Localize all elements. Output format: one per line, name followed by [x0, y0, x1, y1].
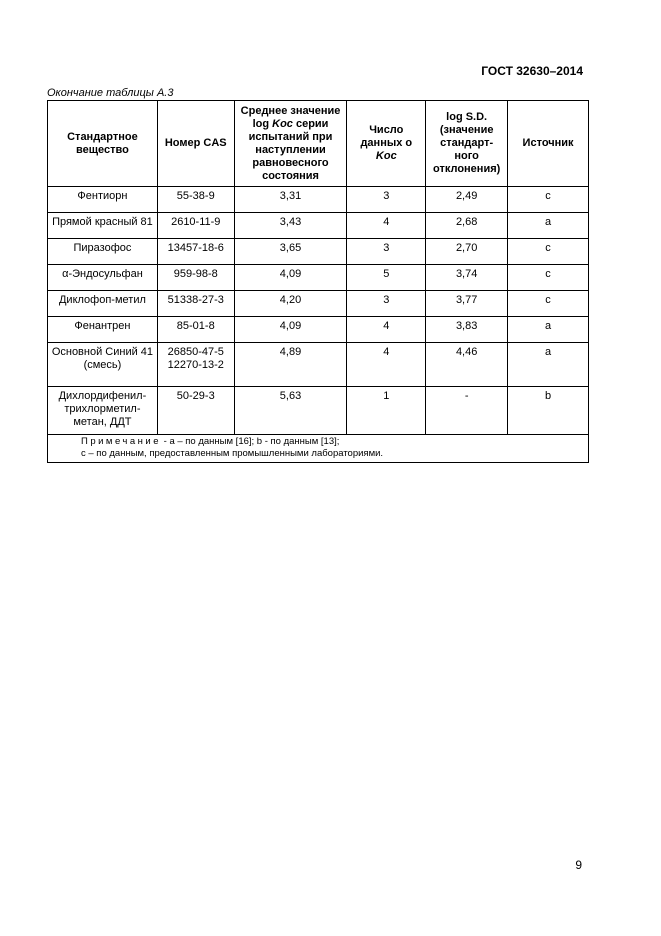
- cell-source: b: [508, 387, 589, 435]
- header-cas: Номер CAS: [157, 101, 234, 187]
- cell-source: c: [508, 187, 589, 213]
- cell-count: 3: [347, 187, 426, 213]
- cell-substance: Основной Синий 41 (смесь): [48, 343, 158, 387]
- cell-source: c: [508, 239, 589, 265]
- cell-count: 4: [347, 343, 426, 387]
- cell-cas-value: 26850-47-5: [167, 346, 224, 358]
- table-row: [48, 265, 589, 291]
- table-row: [48, 291, 589, 317]
- table-note: [48, 435, 589, 463]
- header-substance: Стандартное вещество: [48, 101, 158, 187]
- cell-substance: Прямой красный 81: [48, 213, 158, 239]
- cell-sd: -: [426, 387, 508, 435]
- document-code: ГОСТ 32630–2014: [481, 64, 583, 78]
- header-count-text: Число данных о: [360, 124, 413, 149]
- cell-cas: 2610-11-9: [157, 213, 234, 239]
- table-row: [48, 317, 589, 343]
- cell-mean: 4,09: [234, 317, 347, 343]
- table-note-row: [48, 435, 589, 463]
- header-data-count: [347, 101, 426, 187]
- cell-substance: α-Эндосульфан: [48, 265, 158, 291]
- table-row: [48, 213, 589, 239]
- cell-mean: 3,43: [234, 213, 347, 239]
- page-number: 9: [575, 858, 582, 872]
- data-table: [47, 100, 589, 463]
- cell-cas: 50-29-3: [157, 387, 234, 435]
- cell-count: 1: [347, 387, 426, 435]
- table-header-row: [48, 101, 589, 187]
- header-mean-log-koc: [234, 101, 347, 187]
- header-mean-line1: Среднее значение: [240, 104, 341, 117]
- cell-substance: Пиразофос: [48, 239, 158, 265]
- header-mean-series: серии: [292, 117, 329, 130]
- cell-mean: 4,09: [234, 265, 347, 291]
- cell-source: a: [508, 343, 589, 387]
- header-mean-line3: испытаний при наступлении равновесного состояния: [248, 130, 333, 182]
- cell-source: c: [508, 291, 589, 317]
- cell-mean: 4,20: [234, 291, 347, 317]
- table-row: [48, 387, 589, 435]
- cell-cas: 51338-27-3: [157, 291, 234, 317]
- cell-cas: 55-38-9: [157, 187, 234, 213]
- cell-source: a: [508, 213, 589, 239]
- cell-mean: 3,31: [234, 187, 347, 213]
- header-count-koc: Koc: [375, 150, 397, 162]
- cell-sd: 3,74: [426, 265, 508, 291]
- cell-substance: Фентиорн: [48, 187, 158, 213]
- cell-count: 4: [347, 213, 426, 239]
- cell-sd: 2,70: [426, 239, 508, 265]
- table-caption: Окончание таблицы А.3: [47, 87, 174, 99]
- cell-source: a: [508, 317, 589, 343]
- cell-mean: 3,65: [234, 239, 347, 265]
- cell-cas: 959-98-8: [157, 265, 234, 291]
- cell-cas-value: 12270-13-2: [167, 359, 224, 371]
- cell-sd: 2,68: [426, 213, 508, 239]
- cell-substance: Диклофоп-метил: [48, 291, 158, 317]
- cell-cas: 85-01-8: [157, 317, 234, 343]
- table-row: [48, 343, 589, 387]
- cell-source: c: [508, 265, 589, 291]
- cell-substance: Фенантрен: [48, 317, 158, 343]
- cell-mean: 5,63: [234, 387, 347, 435]
- cell-cas: 13457-18-6: [157, 239, 234, 265]
- header-mean-koc: Koc: [272, 117, 293, 130]
- cell-sd: 3,77: [426, 291, 508, 317]
- cell-sd: 2,49: [426, 187, 508, 213]
- header-source: Источник: [508, 101, 589, 187]
- cell-count: 5: [347, 265, 426, 291]
- cell-cas: [157, 343, 234, 387]
- cell-count: 4: [347, 317, 426, 343]
- note-label: Примечание: [81, 436, 161, 447]
- cell-sd: 4,46: [426, 343, 508, 387]
- cell-count: 3: [347, 291, 426, 317]
- table-row: [48, 239, 589, 265]
- cell-mean: 4,89: [234, 343, 347, 387]
- cell-substance: Дихлордифенил-трихлорметил-метан, ДДТ: [48, 387, 158, 435]
- note-line2: c – по данным, предоставленным промышленными лабораториями.: [81, 448, 384, 459]
- note-line1: - a – по данным [16]; b - по данным [13];: [161, 436, 340, 447]
- header-mean-log: log: [252, 117, 273, 130]
- header-log-sd: log S.D. (значение стандарт-ного отклонения): [426, 101, 508, 187]
- cell-sd: 3,83: [426, 317, 508, 343]
- table-row: [48, 187, 589, 213]
- cell-count: 3: [347, 239, 426, 265]
